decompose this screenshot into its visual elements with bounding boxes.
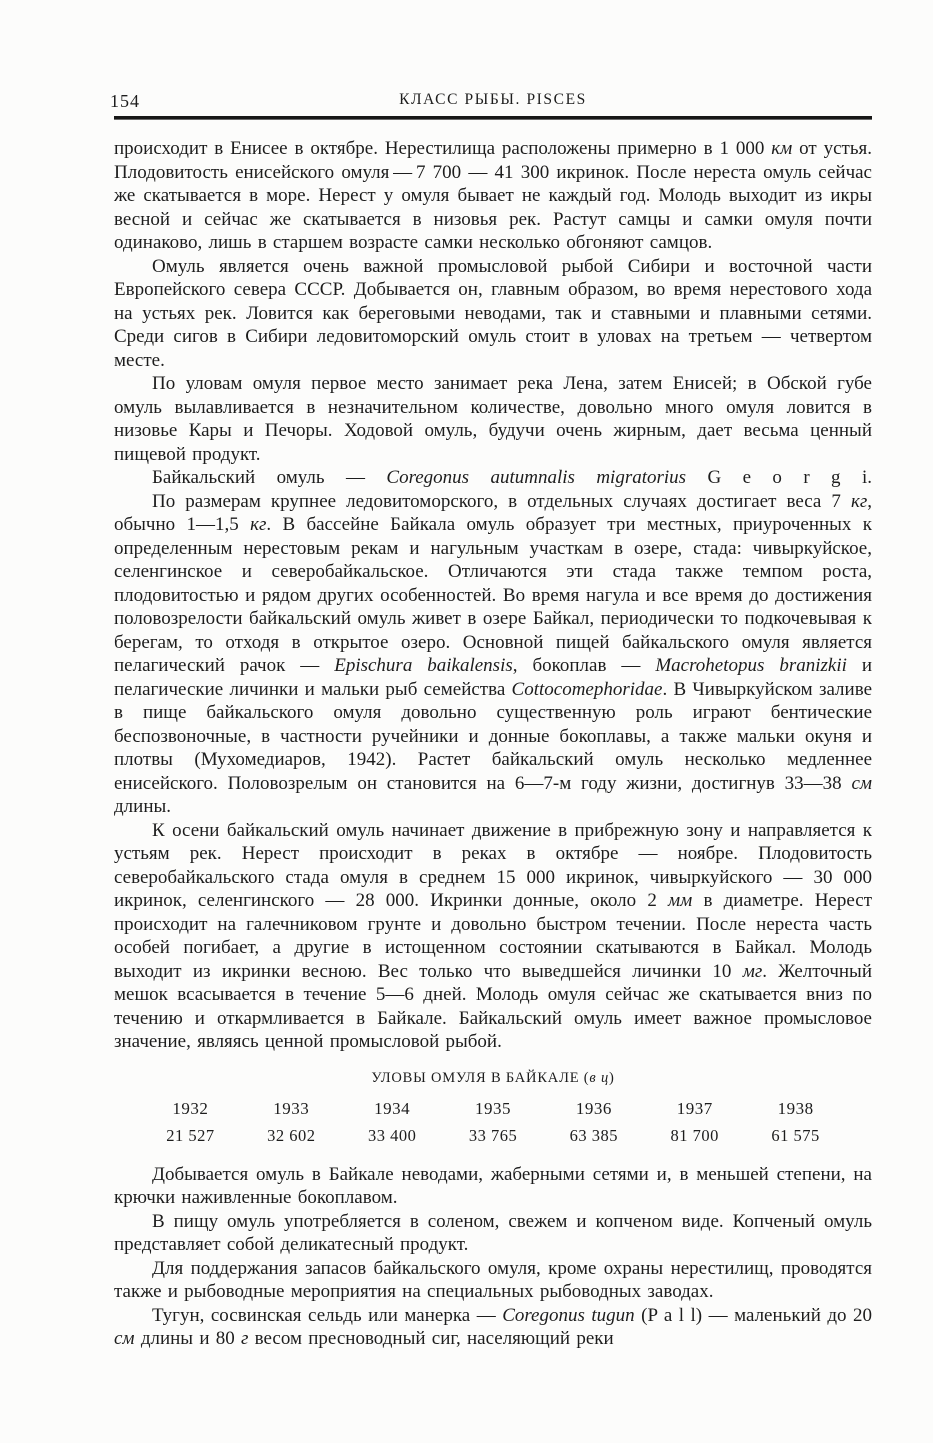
text-run: Тугун, сосвинская сельдь или манерка —: [152, 1304, 503, 1326]
catch-table-year-cell: 1932: [172, 1098, 209, 1118]
body-paragraph: [114, 466, 872, 490]
italic-text-run: см: [851, 772, 872, 794]
italic-text-run: г: [240, 1328, 249, 1349]
text-run: По размерам крупнее ледовитоморского, в отдельных случаях достигает веса 7: [152, 490, 851, 512]
body-paragraph: [114, 1304, 872, 1351]
text-run: Для поддержания запасов байкальского омуля, кроме охраны нерестилищ, проводятся также и рыбоводные мероприятия на специальных рыбоводных заводах.: [114, 1257, 872, 1302]
body-paragraph: [114, 255, 872, 373]
text-run: происходит в Енисее в октябре. Нерестилища расположены примерно в 1 000: [114, 138, 772, 159]
catch-table-year-cell: 1936: [575, 1098, 612, 1118]
header-rule: [114, 116, 872, 120]
text-run: Омуль является очень важной промысловой рыбой Сибири и восточной части Европейского севера СССР. Добывается он, главным образом, во время нерестового хода на устьях рек. Ловится как береговыми неводами, так и ставными и плавными сетями. Среди сигов в Сибири ледовитоморский омуль стоит в уловах на третьем — четвертом месте.: [114, 255, 872, 371]
catch-table-value-cell: 61 575: [771, 1125, 820, 1145]
catch-table-title: [114, 1070, 872, 1087]
body-paragraph: [114, 1257, 872, 1304]
text-run: , обычно 1—1,5: [114, 490, 872, 535]
text-run: УЛОВЫ ОМУЛЯ В БАЙКАЛЕ (: [371, 1069, 590, 1086]
body-text-bottom: [114, 1163, 872, 1351]
italic-text-run: Cottocomephoridae: [511, 678, 663, 700]
italic-text-run: км: [771, 138, 793, 159]
running-title: КЛАСС РЫБЫ. PISCES: [399, 91, 587, 108]
italic-text-run: мм: [668, 890, 693, 911]
catch-table-year-cell: 1938: [777, 1098, 814, 1118]
catch-table-value-cell: 21 527: [166, 1125, 215, 1145]
text-run: К осени байкальский омуль начинает движение в прибрежную зону и направляется к устьям рек. Нерест происходит в реках в октябре — ноябре. Плодовитость северобайкальского стада омуля в среднем 15 000 икринок, чивыркуйского — 30 000 икринок, селенгинского — 28 000. Икринки донные, около 2: [114, 819, 872, 911]
italic-text-run: кг: [850, 490, 868, 512]
page-header: [110, 88, 872, 112]
catch-table-values-row: [114, 1126, 872, 1146]
catch-table-value-cell: 81 700: [670, 1125, 719, 1145]
catch-table-year-cell: 1937: [676, 1098, 713, 1118]
catch-table-value-cell: 32 602: [267, 1125, 316, 1145]
body-paragraph: [114, 372, 872, 466]
italic-text-run: Coregonus autumnalis migratorius: [386, 467, 687, 488]
catch-table-value-cell: 33 400: [367, 1125, 417, 1145]
text-run: Байкальский омуль —: [152, 467, 387, 488]
italic-text-run: кг: [250, 514, 267, 535]
text-run: длины и 80: [134, 1328, 241, 1349]
text-run: В пищу омуль употребляется в соленом, свежем и копченом виде. Копченый омуль представляет собой деликатесный продукт.: [114, 1210, 872, 1255]
text-run: По уловам омуля первое место занимает река Лена, затем Енисей; в Обской губе омуль вылавливается в незначительном количестве, довольно много омуля ловится в низовье Кары и Печоры. Ходовой омуль, будучи очень жирным, дает весьма ценный пищевой продукт.: [114, 373, 872, 465]
catch-table: [114, 1070, 872, 1146]
text-run: в диаметре. Нерест происходит на галечниковом грунте и довольно быстром течении. После нереста часть особей погибает, а другие в истощенном состоянии скатываются в Байкал. Молодь выходит из икринки весною. Вес только что выведшейся личинки 10: [114, 890, 872, 982]
catch-table-years-row: [114, 1099, 872, 1119]
italic-text-run: Coregonus tugun: [502, 1304, 635, 1326]
text-run: длины.: [114, 796, 171, 817]
text-block: [110, 88, 873, 1351]
catch-table-value-cell: 63 385: [569, 1125, 619, 1145]
text-run: . В бассейне Байкала омуль образует три местных, приуроченных к определенным нерестовым рекам и нагульным участкам в озере, стада: чивыркуйское, селенгинское и северобайкальское. Отличаются эти стада также темпом роста, плодовитостью и рядом других особенностей. Во время нагула и все время до достижения половозрелости байкальский омуль живет в озере Байкал, периодически то подкочевывая к берегам, то отходя в открытое озеро. Основной пищей байкальского омуля является пелагический рачок —: [114, 514, 872, 676]
catch-table-value-cell: 33 765: [468, 1125, 518, 1145]
body-paragraph: [114, 1163, 872, 1210]
body-paragraph: [114, 137, 872, 255]
catch-table-year-cell: 1935: [475, 1098, 511, 1118]
text-run: , бокоплав —: [512, 655, 656, 676]
catch-table-year-cell: 1934: [374, 1098, 411, 1118]
italic-text-run: мг: [742, 960, 763, 982]
body-paragraph: [114, 490, 872, 819]
italic-text-run: Epischura baikalensis: [334, 655, 513, 676]
text-run: весом пресноводный сиг, населяющий реки: [248, 1328, 614, 1349]
body-text-top: [114, 137, 872, 1054]
text-run: . В Чивыркуйском заливе в пище байкальского омуля довольно существенную роль играют бентические беспозвоночные, в частности ручейники и донные бокоплавы, а также мальки окуня и плотвы (Мухомедиаров, 1942). Растет байкальский омуль несколько медленнее енисейского. Половозрелым он становится на 6—7-м году жизни, достигнув 33—38: [114, 678, 872, 794]
text-run: ): [609, 1069, 615, 1086]
italic-text-run: в ц: [589, 1069, 609, 1086]
body-paragraph: [114, 1210, 872, 1257]
text-run: (P a l l) — маленький до 20: [634, 1304, 873, 1326]
body-paragraph: [114, 819, 872, 1054]
text-run: Добывается омуль в Байкале неводами, жаберными сетями и, в меньшей степени, на крючки наживленные бокоплавом.: [114, 1163, 872, 1208]
italic-text-run: Macrohetopus branizkii: [655, 655, 847, 676]
text-run: и пелагические личинки и мальки рыб семейства: [114, 655, 872, 700]
page-number: 154: [110, 91, 140, 111]
text-run: . Желточный мешок всасывается в течение 5—6 дней. Молодь омуля сейчас же скатывается вниз по течению и откармливается в Байкале. Байкальский омуль имеет важное промысловое значение, являясь ценной промысловой рыбой.: [114, 960, 872, 1052]
text-run: от устья. Плодовитость енисейского омуля — 7 700 — 41 300 икринок. После нереста омуль сейчас же скатывается в море. Нерест у омуля бывает не каждый год. Молодь выходит из икры весной и сейчас же скатывается в низовья рек. Растут самцы и самки омуля почти одинаково, лишь в старшем возрасте самки несколько обгоняют самцов.: [114, 138, 872, 253]
italic-text-run: см: [114, 1328, 135, 1349]
text-run: G e o r g i.: [686, 467, 872, 488]
catch-table-year-cell: 1933: [273, 1098, 310, 1118]
